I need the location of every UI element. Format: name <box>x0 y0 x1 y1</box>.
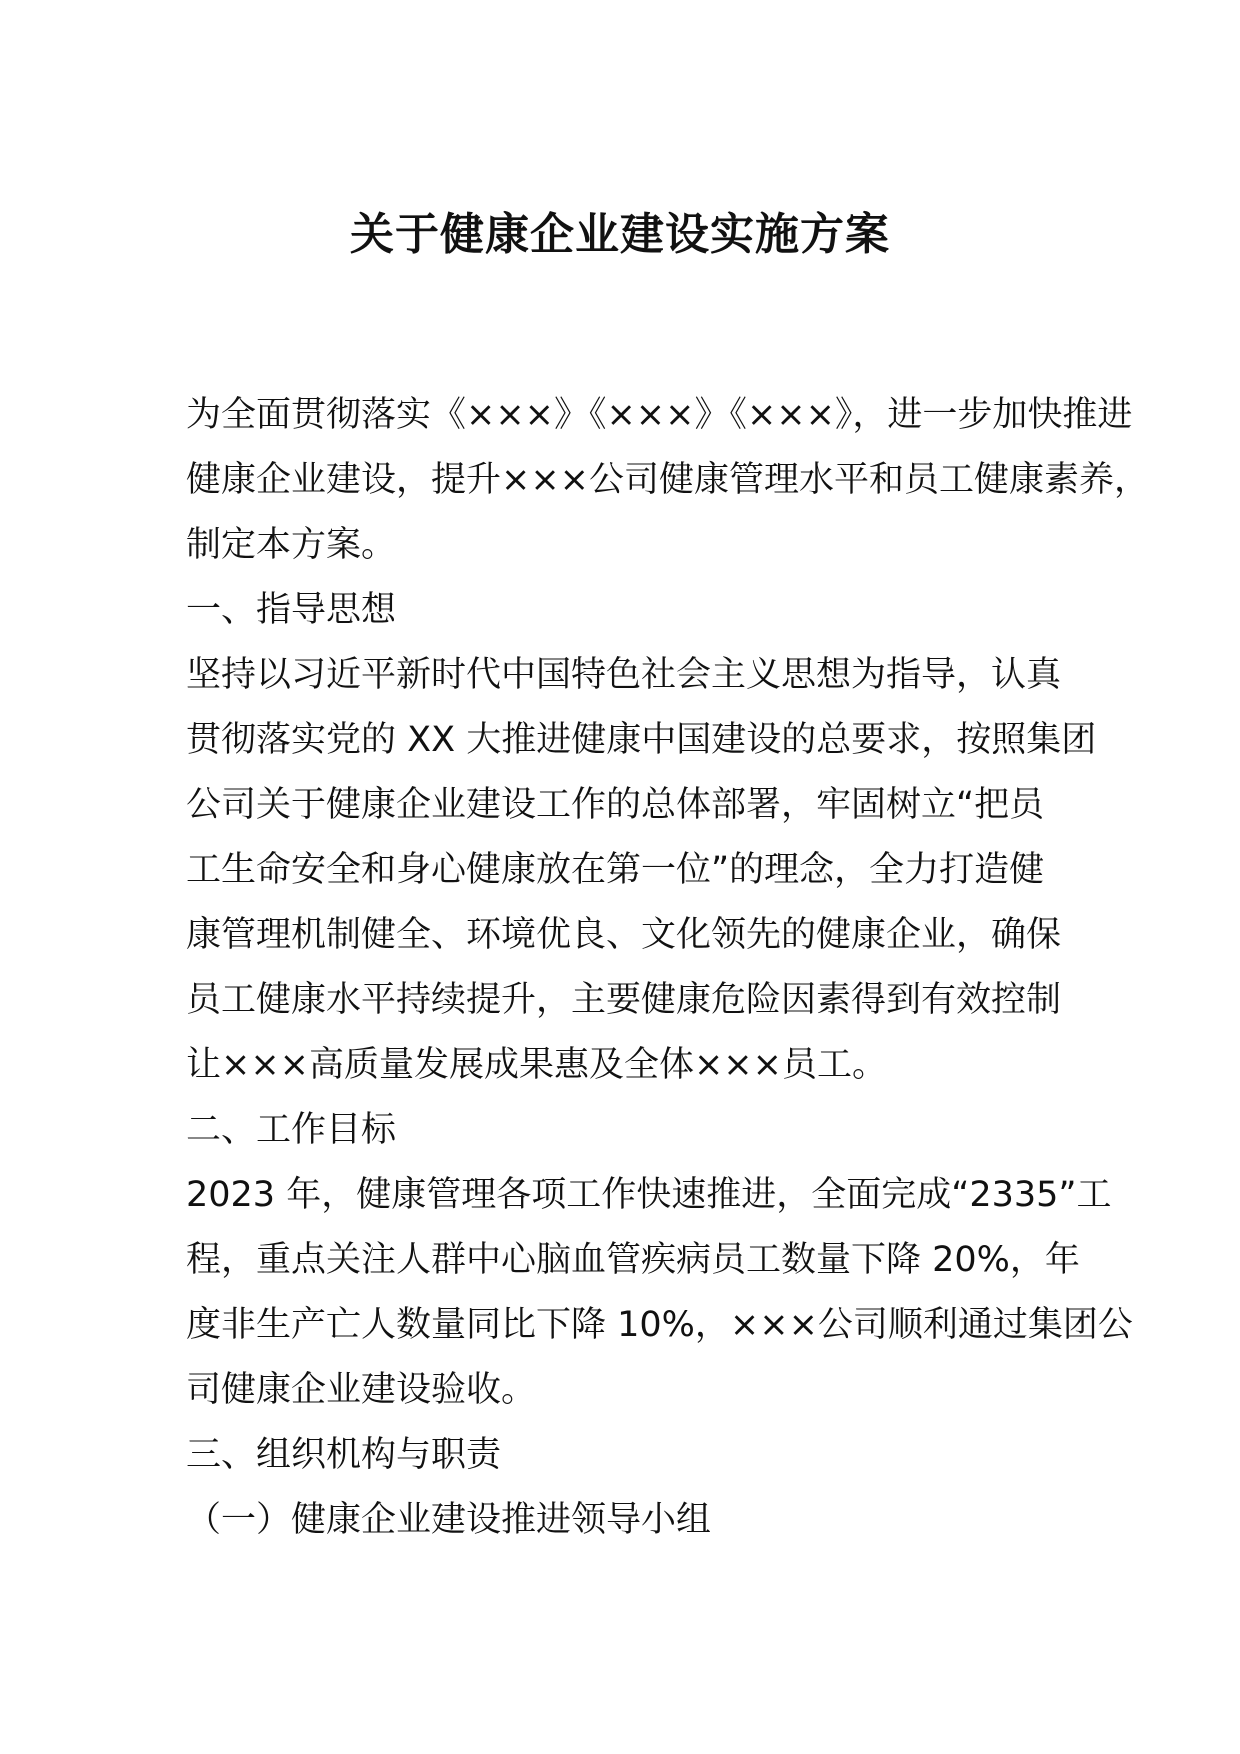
text-line: 司健康企业建设验收。 <box>186 1370 537 1410</box>
work-goals-paragraph <box>186 1163 1133 1423</box>
text-line: 贯彻落实党的 XX 大推进健康中国建设的总要求，按照集团 <box>186 720 1097 760</box>
text-line: 让×××高质量发展成果惠及全体×××员工。 <box>186 1045 887 1085</box>
text-line: 制定本方案。 <box>186 525 397 565</box>
text-line: 2023 年，健康管理各项工作快速推进，全面完成“2335”工 <box>186 1175 1112 1215</box>
text-line: 为全面贯彻落实《×××》《×××》《×××》，进一步加快推进 <box>186 395 1133 435</box>
section-heading-organization: 三、组织机构与职责 <box>186 1435 502 1475</box>
text-line: 度非生产亡人数量同比下降 10%，×××公司顺利通过集团公 <box>186 1305 1133 1345</box>
document-title: 关于健康企业建设实施方案 <box>350 209 890 260</box>
text-line: 坚持以习近平新时代中国特色社会主义思想为指导，认真 <box>186 655 1062 695</box>
text-line: 程，重点关注人群中心脑血管疾病员工数量下降 20%，年 <box>186 1240 1080 1280</box>
text-line: 健康企业建设，提升×××公司健康管理水平和员工健康素养， <box>186 460 1149 500</box>
subsection-heading-leading-group: （一）健康企业建设推进领导小组 <box>186 1500 712 1540</box>
text-line: 工生命安全和身心健康放在第一位”的理念，全力打造健 <box>186 850 1045 890</box>
guiding-ideology-paragraph <box>186 643 1097 1098</box>
intro-paragraph <box>186 383 1149 578</box>
section-heading-work-goals: 二、工作目标 <box>186 1110 397 1150</box>
section-heading-guiding-ideology: 一、指导思想 <box>186 590 397 630</box>
text-line: 员工健康水平持续提升，主要健康危险因素得到有效控制 <box>186 980 1062 1020</box>
text-line: 康管理机制健全、环境优良、文化领先的健康企业，确保 <box>186 915 1062 955</box>
text-line: 公司关于健康企业建设工作的总体部署，牢固树立“把员 <box>186 785 1045 825</box>
document-body <box>186 383 1149 1553</box>
